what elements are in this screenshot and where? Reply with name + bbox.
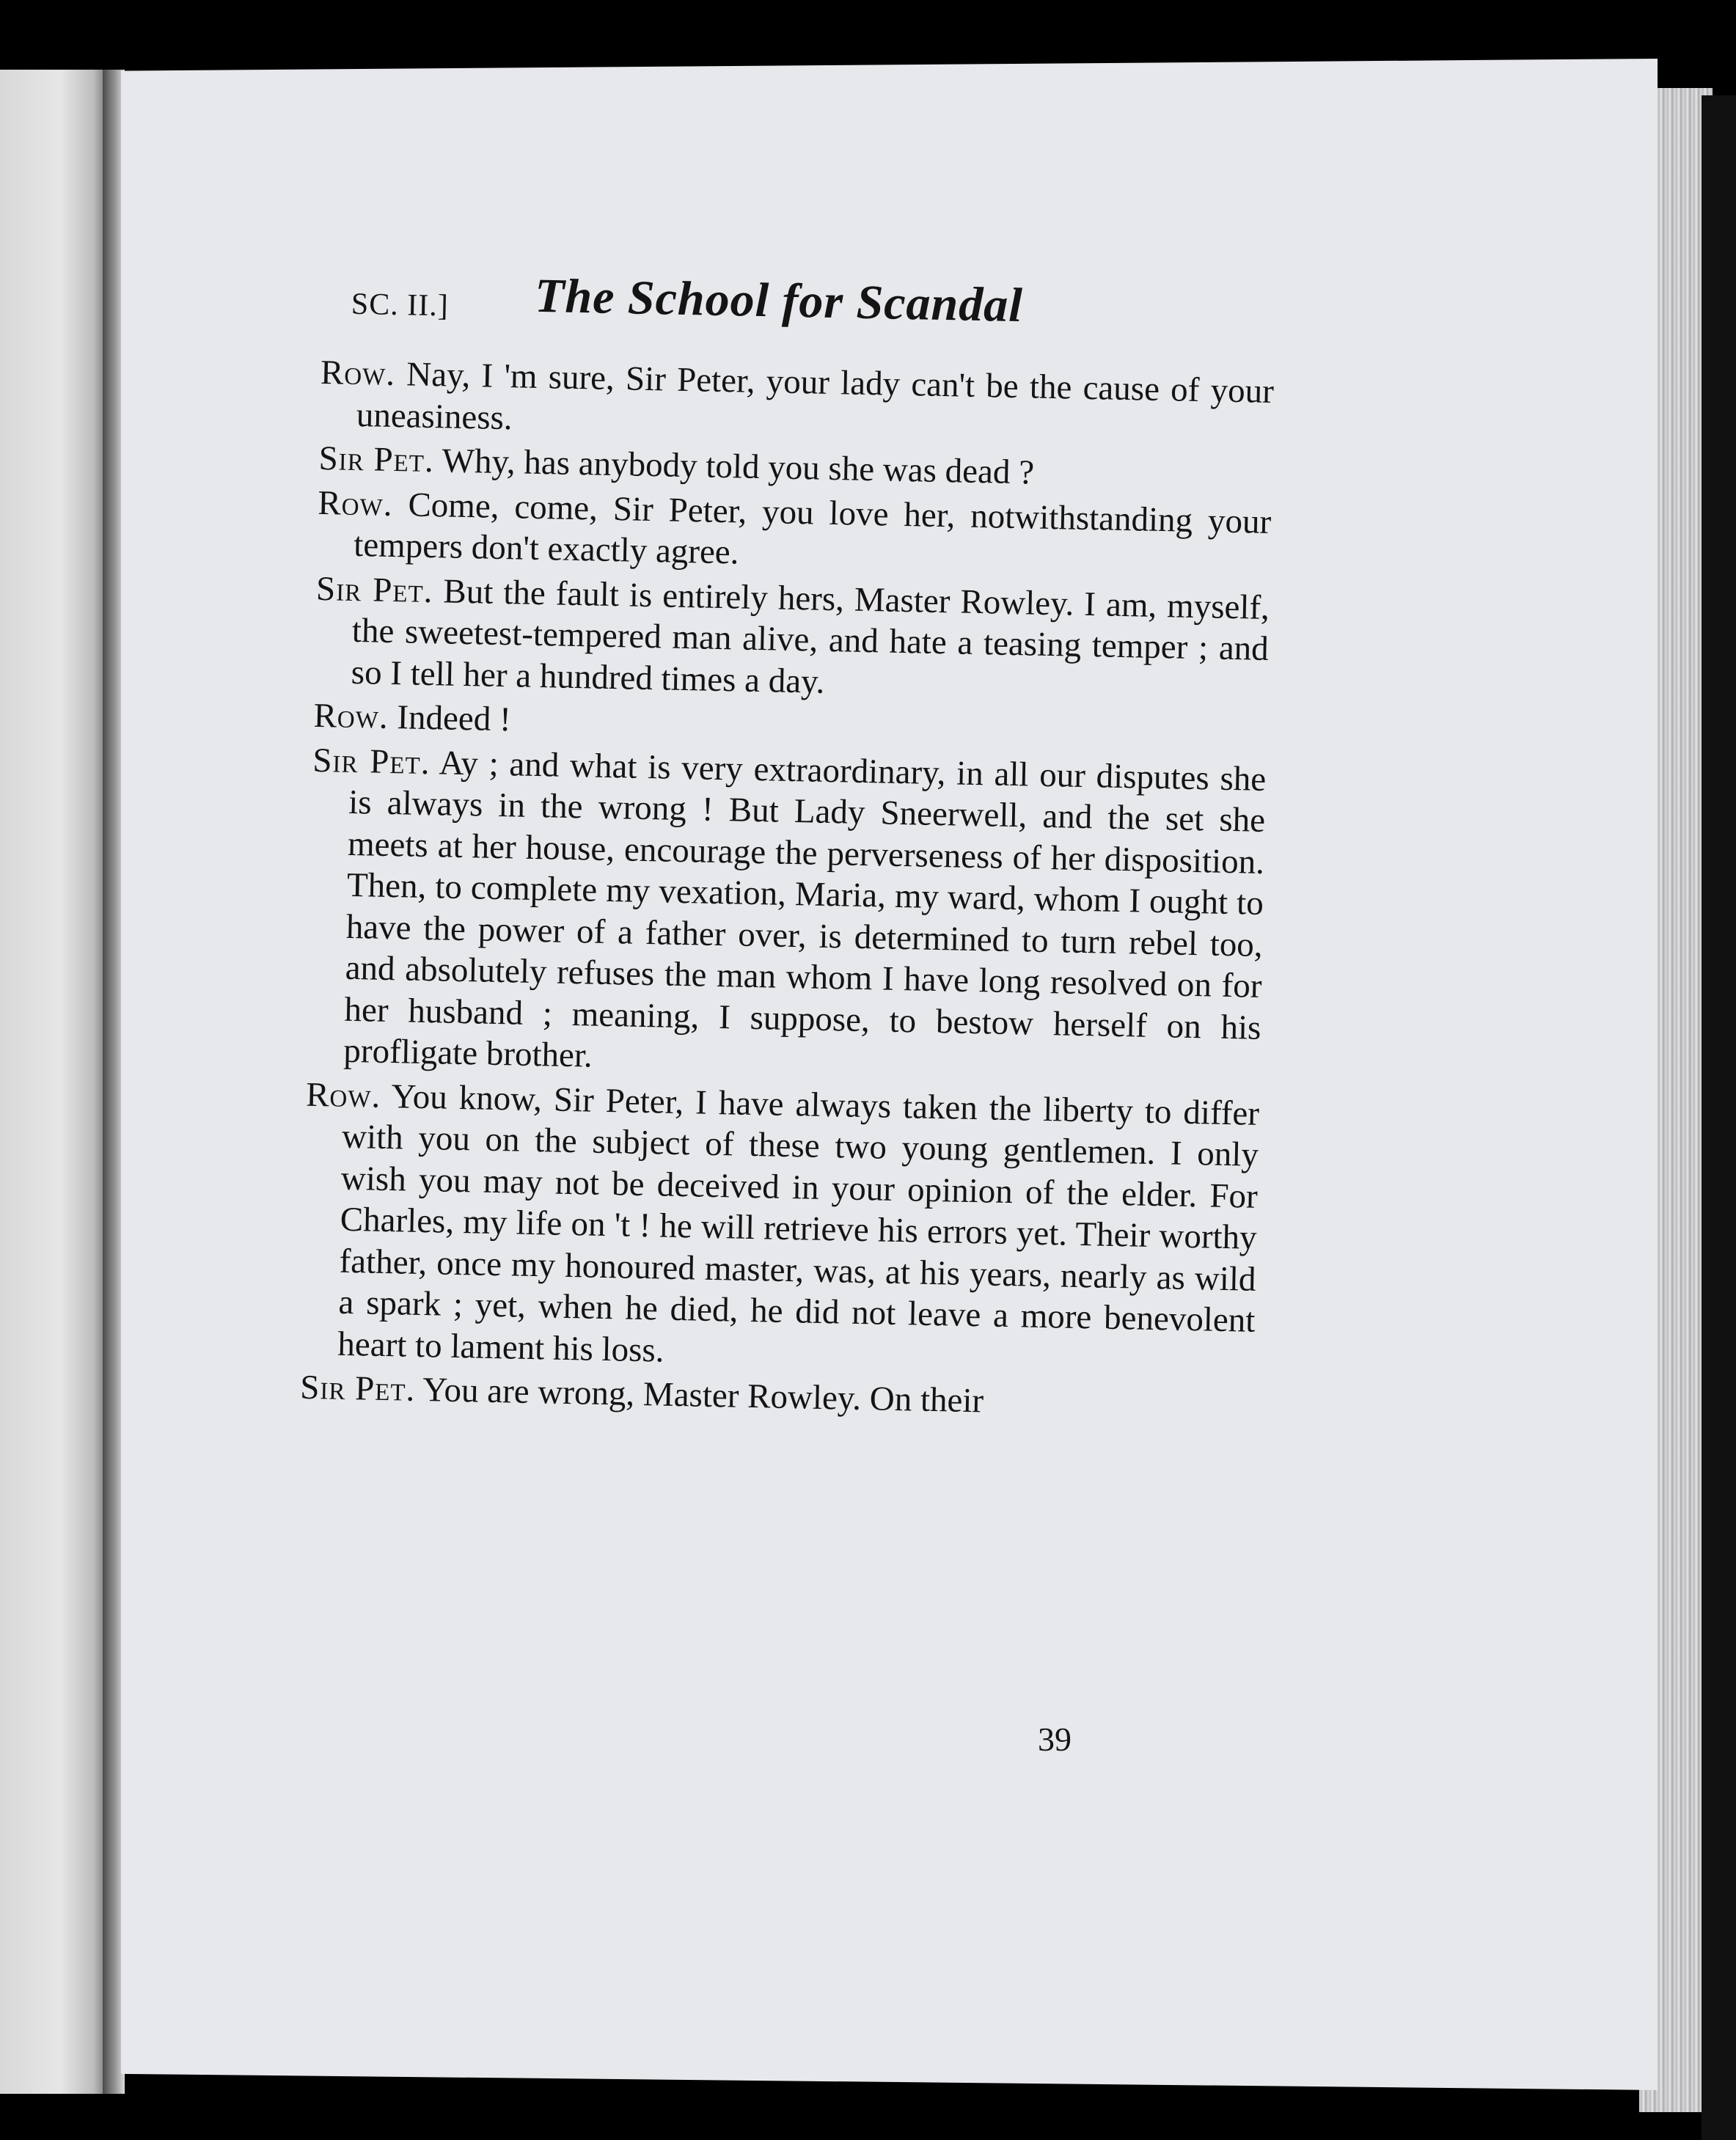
page-text-block [300,264,1276,1430]
left-page-edge [0,70,110,2094]
speech-text: Come, come, Sir Peter, you love her, notwithstanding your tempers don't exactly agree. [353,485,1272,572]
speaker-label: Row. [320,353,396,394]
speech-text: Indeed ! [396,698,512,739]
speech-7 [301,1074,1260,1383]
speaker-label: Sir Pet. [315,569,433,610]
speech-text: Nay, I 'm sure, Sir Peter, your lady can't be the cause of your uneasiness. [356,355,1275,437]
speech-text: Why, has anybody told you she was dead ? [442,441,1035,492]
speech-6 [307,739,1267,1090]
speech-text: But the fault is entirely hers, Master Rowley. I am, myself, the sweetest-tempered man alive, and hate a teasing temper ; and so I tell her a hundred times a day. [351,571,1270,701]
speaker-label: Row. [317,483,394,524]
speaker-label: Row. [313,696,389,736]
running-head [351,265,1276,371]
speech-text: Ay ; and what is very extraordinary, in all our disputes she is always in the wrong ! But Lady Sneerwell, and the set she meets at her house, encourage the perverseness of her disposition. Then, to complete my vexation, Maria, my ward, whom I ought to have the power of a father over, is determined to turn rebel too, and absolutely refuses the man whom I have long resolved on for her husband ; meaning, I suppose, to bestow herself on his profligate brother. [343,743,1267,1075]
speaker-label: Row. [305,1075,381,1115]
speech-text: You are wrong, Master Rowley. On their [422,1371,984,1421]
speaker-label: Sir Pet. [312,741,431,782]
speech-3 [317,482,1272,584]
speech-4 [314,568,1270,711]
section-marker: SC. II.] [351,287,450,323]
book-title: The School for Scandal [534,268,1024,333]
page-number: 39 [1038,1721,1072,1758]
speaker-label: Sir Pet. [318,439,435,480]
book-cover-edge [1702,95,1736,2140]
speaker-label: Sir Pet. [299,1368,416,1409]
speech-text: You know, Sir Peter, I have always taken the liberty to differ with you on the subject of these two young gentlemen. I only wish you may not be deceived in your opinion of the elder. For Charles, my life on 't ! he will retrieve his errors yet. Their worthy father, once my honoured master, was, at his years, nearly as wild a spark ; yet, when he died, he did not leave a more benevolent heart to lament his loss. [337,1077,1260,1370]
